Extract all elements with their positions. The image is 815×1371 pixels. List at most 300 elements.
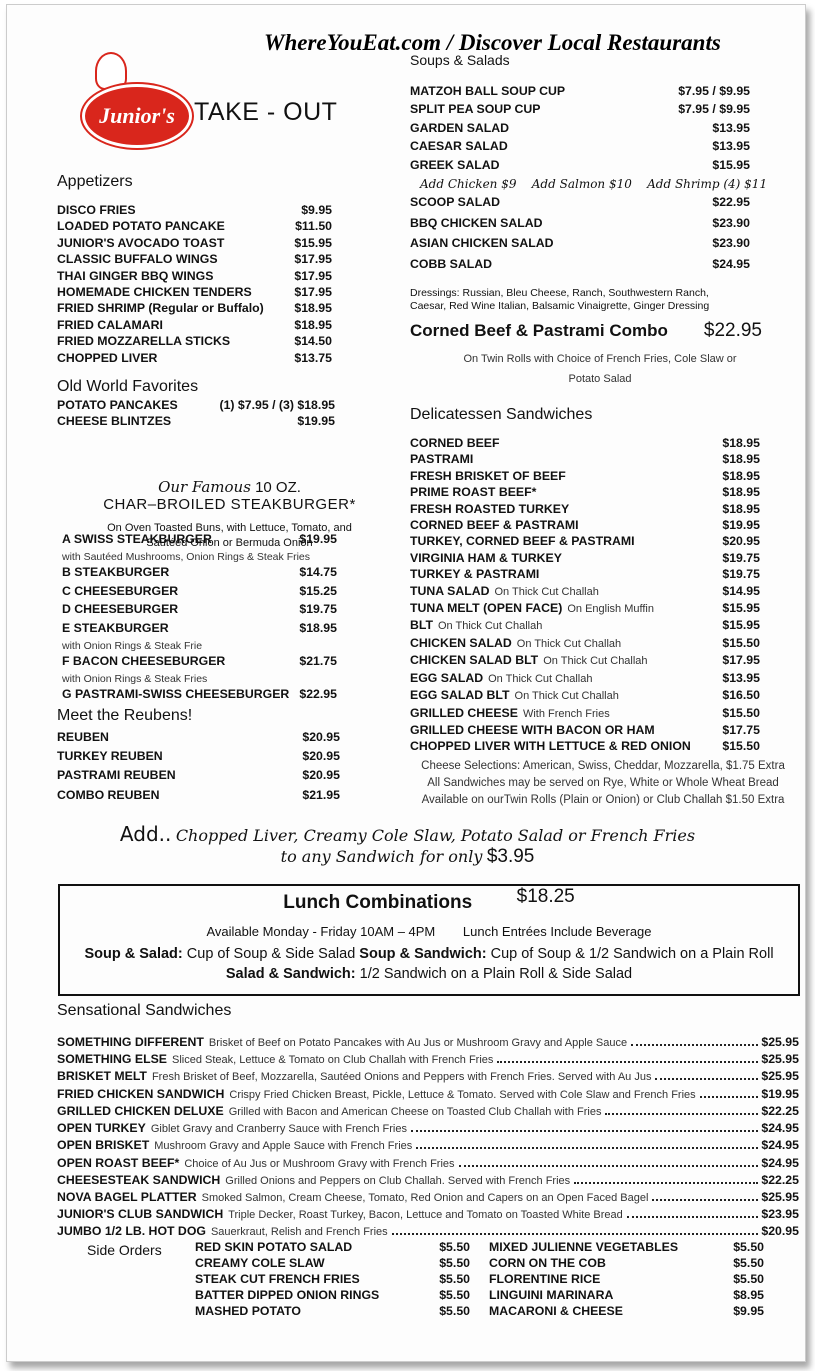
item-price: $13.75 bbox=[294, 350, 332, 365]
item-price: $25.95 bbox=[761, 1069, 799, 1084]
item-price: $5.50 bbox=[439, 1256, 470, 1271]
steakburger-desc: On Oven Toasted Buns, with Lettuce, Tomato, and Sautéed Onion or Bermuda Onion bbox=[107, 522, 352, 549]
item-name: TURKEY REUBEN bbox=[57, 749, 163, 764]
item-price: $19.75 bbox=[299, 602, 337, 617]
item-price: $17.95 bbox=[722, 653, 760, 668]
add-text-2: to any Sandwich for only bbox=[280, 847, 483, 866]
item-name: F BACON CHEESEBURGER bbox=[62, 653, 226, 668]
add-sides-promo bbox=[0, 822, 815, 868]
steakburger-size: 10 OZ. bbox=[255, 479, 301, 496]
item-description: On Thick Cut Challah bbox=[543, 655, 648, 668]
item-name: PRIME ROAST BEEF* bbox=[410, 485, 537, 500]
menu-item-row bbox=[410, 583, 760, 600]
item-name: STEAK CUT FRENCH FRIES bbox=[195, 1272, 360, 1287]
menu-item-row bbox=[489, 1239, 764, 1255]
menu-item-row bbox=[195, 1239, 470, 1255]
item-price: $5.50 bbox=[733, 1240, 764, 1254]
item-description: Crispy Fried Chicken Breast, Pickle, Lettuce & Tomato. Served with Cole Slaw and French Fries bbox=[229, 1088, 696, 1101]
item-price: $23.90 bbox=[712, 215, 750, 230]
menu-item-row bbox=[410, 101, 750, 117]
item-name: LINGUINI MARINARA bbox=[489, 1288, 614, 1303]
combo-desc-line-2: Potato Salad bbox=[568, 373, 632, 385]
menu-item-row bbox=[57, 317, 332, 333]
sides-list-2 bbox=[489, 1239, 764, 1320]
soup-salad-label: Soup & Salad: bbox=[84, 946, 183, 962]
menu-item-row bbox=[57, 350, 332, 366]
menu-item-row bbox=[410, 635, 760, 652]
dot-leader bbox=[574, 1182, 758, 1184]
item-price: $19.75 bbox=[722, 567, 760, 582]
item-name: MACARONI & CHEESE bbox=[489, 1304, 623, 1319]
item-description: Grilled with Bacon and American Cheese on Toasted Club Challah with Fries bbox=[228, 1105, 602, 1118]
menu-item-row bbox=[410, 484, 760, 500]
add-lead: Add.. bbox=[119, 822, 172, 846]
dressings-line-2: Caesar, Red Wine Italian, Balsamic Vinaigrette, Ginger Dressing bbox=[410, 299, 710, 312]
menu-item-row bbox=[62, 583, 337, 599]
dot-leader bbox=[652, 1199, 758, 1201]
item-price: $22.95 bbox=[299, 686, 337, 701]
deli-note: All Sandwiches may be served on Rye, White or Whole Wheat Bread bbox=[427, 777, 779, 789]
menu-item-row bbox=[57, 202, 332, 218]
lunch-combinations-box bbox=[58, 884, 800, 996]
menu-item-row bbox=[195, 1287, 470, 1303]
menu-item-row bbox=[57, 397, 335, 413]
item-name: TUNA SALAD bbox=[410, 583, 490, 598]
takeout-title: TAKE - OUT bbox=[194, 98, 338, 126]
item-price: $19.95 bbox=[299, 532, 337, 546]
item-price: $15.95 bbox=[722, 618, 760, 633]
item-name: B STEAKBURGER bbox=[62, 564, 170, 579]
item-name: EGG SALAD BLT bbox=[410, 688, 510, 703]
item-price: $20.95 bbox=[761, 1224, 799, 1239]
item-price: $18.95 bbox=[722, 468, 760, 483]
item-name: FRIED SHRIMP (Regular or Buffalo) bbox=[57, 301, 264, 316]
menu-item-row bbox=[489, 1287, 764, 1303]
dot-leader bbox=[627, 1216, 759, 1218]
item-price: $5.50 bbox=[439, 1304, 470, 1319]
menu-item-row bbox=[410, 120, 750, 136]
combo-item bbox=[410, 320, 762, 342]
menu-item-row bbox=[410, 501, 760, 517]
item-description: Grilled Onions and Peppers on Club Challah. Served with French Fries bbox=[225, 1174, 571, 1187]
item-price: $22.95 bbox=[712, 195, 750, 209]
lunch-title: Lunch Combinations bbox=[283, 892, 473, 913]
item-name: COBB SALAD bbox=[410, 257, 492, 272]
menu-item-row bbox=[410, 468, 760, 484]
reubens-list bbox=[57, 729, 340, 806]
item-name: OPEN BRISKET bbox=[57, 1138, 150, 1153]
menu-item-row bbox=[57, 1155, 799, 1172]
item-name: C CHEESEBURGER bbox=[62, 583, 179, 598]
item-price: $15.95 bbox=[722, 601, 760, 616]
item-name: CHOPPED LIVER WITH LETTUCE & RED ONION bbox=[410, 739, 691, 754]
item-price: $15.25 bbox=[299, 583, 337, 598]
menu-item-row bbox=[410, 533, 760, 549]
item-price: $13.95 bbox=[722, 670, 760, 685]
item-name: D CHEESEBURGER bbox=[62, 602, 179, 617]
dot-leader bbox=[416, 1147, 758, 1149]
item-name: BATTER DIPPED ONION RINGS bbox=[195, 1288, 380, 1303]
item-price: $15.95 bbox=[712, 157, 750, 172]
item-subtext: with Onion Rings & Steak Frie bbox=[62, 639, 203, 652]
menu-item-row bbox=[57, 1068, 799, 1085]
item-description: On Thick Cut Challah bbox=[488, 672, 593, 685]
item-description: On Thick Cut Challah bbox=[516, 637, 622, 650]
item-price: $18.95 bbox=[722, 485, 760, 500]
item-name: CREAMY COLE SLAW bbox=[195, 1256, 325, 1271]
item-description: Brisket of Beef on Potato Pancakes with Au Jus or Mushroom Gravy and Apple Sauce bbox=[208, 1037, 628, 1049]
item-price: $5.50 bbox=[439, 1272, 470, 1287]
item-name: BRISKET MELT bbox=[57, 1069, 147, 1084]
steakburger-list bbox=[62, 531, 337, 705]
old-world-list bbox=[57, 397, 335, 430]
deli-note: Cheese Selections: American, Swiss, Cheddar, Mozzarella, $1.75 Extra bbox=[421, 760, 785, 772]
menu-item-row bbox=[410, 435, 760, 451]
deli-heading: Delicatessen Sandwiches bbox=[410, 406, 593, 423]
item-price: $15.95 bbox=[294, 235, 332, 250]
item-name: DISCO FRIES bbox=[57, 203, 136, 217]
dot-leader bbox=[392, 1233, 759, 1235]
add-price: $3.95 bbox=[486, 846, 535, 867]
item-price: $18.95 bbox=[722, 501, 760, 516]
menu-item-row bbox=[410, 652, 760, 669]
item-name: MATZOH BALL SOUP CUP bbox=[410, 84, 566, 98]
menu-item-row bbox=[57, 767, 340, 783]
lunch-hours-row bbox=[60, 924, 798, 939]
menu-item-row bbox=[62, 620, 337, 636]
item-name: JUNIOR'S CLUB SANDWICH bbox=[57, 1207, 224, 1222]
item-name: CORNED BEEF & PASTRAMI bbox=[410, 518, 579, 533]
menu-item-row bbox=[57, 1034, 799, 1051]
menu-item-row bbox=[410, 687, 760, 704]
menu-item-row bbox=[62, 564, 337, 580]
item-price: $24.95 bbox=[761, 1121, 799, 1136]
menu-item-row bbox=[410, 566, 760, 582]
item-subtext: with Sautéed Mushrooms, Onion Rings & Steak Fries bbox=[62, 550, 311, 563]
deli-list bbox=[410, 435, 760, 755]
item-name: OPEN TURKEY bbox=[57, 1121, 146, 1136]
menu-item-row bbox=[410, 738, 760, 754]
item-name: JUNIOR'S AVOCADO TOAST bbox=[57, 235, 225, 250]
menu-item-row bbox=[489, 1271, 764, 1287]
item-price: $24.95 bbox=[761, 1155, 799, 1170]
item-price: $17.95 bbox=[294, 252, 332, 267]
item-price: $25.95 bbox=[761, 1052, 799, 1067]
dot-leader bbox=[605, 1113, 758, 1115]
item-name: BBQ CHICKEN SALAD bbox=[410, 215, 543, 230]
item-name: TURKEY, CORNED BEEF & PASTRAMI bbox=[410, 534, 635, 549]
item-price: $16.50 bbox=[722, 688, 760, 703]
item-description: On Thick Cut Challah bbox=[514, 690, 619, 703]
item-price: $15.50 bbox=[722, 635, 760, 650]
item-price: $23.95 bbox=[761, 1207, 799, 1222]
item-name: BLT bbox=[410, 618, 433, 633]
item-price: $25.95 bbox=[761, 1035, 799, 1049]
item-name: PASTRAMI bbox=[410, 452, 474, 467]
item-name: CHOPPED LIVER bbox=[57, 350, 158, 365]
juniors-logo bbox=[82, 84, 192, 148]
item-name: CLASSIC BUFFALO WINGS bbox=[57, 252, 218, 267]
soup-salad-desc: Cup of Soup & Side Salad bbox=[186, 946, 356, 962]
item-name: CORN ON THE COB bbox=[489, 1256, 606, 1271]
menu-item-row bbox=[62, 653, 337, 669]
salad-sandwich-desc: 1/2 Sandwich on a Plain Roll & Side Salad bbox=[359, 966, 633, 982]
menu-item-row bbox=[410, 83, 750, 99]
item-price: $15.50 bbox=[722, 705, 760, 720]
menu-item-row bbox=[489, 1255, 764, 1271]
item-name: FRIED CHICKEN SANDWICH bbox=[57, 1086, 225, 1101]
item-description: Smoked Salmon, Cream Cheese, Tomato, Red Onion and Capers on an Open Faced Bagel bbox=[201, 1191, 649, 1204]
combo-name: Corned Beef & Pastrami Combo bbox=[410, 321, 668, 340]
item-name: FRESH BRISKET OF BEEF bbox=[410, 468, 566, 483]
menu-item-row bbox=[410, 235, 750, 251]
logo-text: Junior's bbox=[99, 103, 175, 128]
item-price: $17.75 bbox=[722, 722, 760, 737]
item-price: $19.95 bbox=[722, 518, 760, 533]
item-description: Choice of Au Jus or Mushroom Gravy with French Fries bbox=[184, 1157, 455, 1170]
item-name: REUBEN bbox=[57, 730, 109, 744]
lunch-hours: Available Monday - Friday 10AM – 4PM bbox=[206, 924, 436, 939]
sides-heading: Side Orders bbox=[87, 1242, 162, 1258]
item-name: G PASTRAMI-SWISS CHEESEBURGER bbox=[62, 686, 290, 701]
item-price: $19.95 bbox=[297, 414, 335, 429]
appetizers-heading: Appetizers bbox=[57, 173, 133, 190]
item-price: $23.90 bbox=[712, 236, 750, 251]
item-description: Sliced Steak, Lettuce & Tomato on Club Challah with French Fries bbox=[172, 1054, 494, 1067]
menu-item-row bbox=[57, 300, 332, 316]
add-text: Chopped Liver, Creamy Cole Slaw, Potato Salad or French Fries bbox=[175, 826, 696, 845]
menu-item-row bbox=[57, 413, 335, 429]
item-description: On English Muffin bbox=[567, 603, 654, 616]
menu-item-row bbox=[57, 235, 332, 251]
item-name: COMBO REUBEN bbox=[57, 787, 160, 802]
item-price: $20.95 bbox=[302, 730, 340, 744]
soup-sandwich-desc: Cup of Soup & 1/2 Sandwich on a Plain Roll bbox=[490, 946, 774, 962]
item-name: OPEN ROAST BEEF* bbox=[57, 1155, 180, 1170]
dressings-line-1: Dressings: Russian, Bleu Cheese, Ranch, Southwestern Ranch, bbox=[410, 287, 709, 299]
dot-leader bbox=[631, 1044, 758, 1046]
item-name: SPLIT PEA SOUP CUP bbox=[410, 102, 541, 117]
item-name: EGG SALAD bbox=[410, 670, 484, 685]
menu-item-row bbox=[410, 194, 750, 210]
item-name: POTATO PANCAKES bbox=[57, 398, 178, 412]
menu-item-row bbox=[57, 729, 340, 745]
site-watermark: WhereYouEat.com / Discover Local Restaurants bbox=[264, 30, 721, 55]
item-price: $5.50 bbox=[439, 1240, 470, 1254]
sensational-list bbox=[57, 1034, 799, 1241]
item-name: CAESAR SALAD bbox=[410, 139, 508, 154]
combo-price: $22.95 bbox=[703, 320, 762, 341]
deli-notes bbox=[408, 758, 798, 809]
item-price: $5.50 bbox=[733, 1272, 764, 1287]
menu-item-row bbox=[410, 138, 750, 154]
menu-item-row bbox=[195, 1255, 470, 1271]
lunch-beverage: Lunch Entrées Include Beverage bbox=[462, 924, 652, 939]
item-price: $9.95 bbox=[733, 1304, 764, 1319]
menu-item-row bbox=[410, 617, 760, 634]
menu-item-row bbox=[410, 157, 750, 173]
item-price: $5.50 bbox=[733, 1256, 764, 1271]
item-price: $18.95 bbox=[294, 317, 332, 332]
dot-leader bbox=[497, 1061, 758, 1063]
old-world-heading: Old World Favorites bbox=[57, 378, 199, 395]
item-name: MASHED POTATO bbox=[195, 1304, 301, 1319]
menu-item-row bbox=[57, 1189, 799, 1206]
menu-item-row bbox=[410, 550, 760, 566]
item-description: With French Fries bbox=[522, 707, 610, 720]
item-price: $25.95 bbox=[761, 1189, 799, 1204]
item-price: $8.95 bbox=[733, 1288, 764, 1303]
item-name: FRIED CALAMARI bbox=[57, 317, 163, 332]
menu-item-row bbox=[410, 517, 760, 533]
item-name: FRESH ROASTED TURKEY bbox=[410, 501, 570, 516]
item-name: FLORENTINE RICE bbox=[489, 1272, 601, 1287]
item-price: $18.95 bbox=[299, 621, 337, 636]
steakburger-tagline: Our Famous bbox=[158, 478, 251, 496]
item-name: TURKEY & PASTRAMI bbox=[410, 567, 540, 582]
soup-sandwich-label: Soup & Sandwich: bbox=[359, 946, 487, 962]
appetizers-list bbox=[57, 202, 332, 366]
item-name: THAI GINGER BBQ WINGS bbox=[57, 268, 214, 283]
item-price: $9.95 bbox=[301, 203, 332, 217]
menu-item-row bbox=[410, 705, 760, 722]
lunch-options-row bbox=[64, 946, 794, 962]
item-name: CHEESE BLINTZES bbox=[57, 414, 172, 429]
salad-sandwich-label: Salad & Sandwich: bbox=[225, 966, 356, 982]
menu-item-row bbox=[57, 1172, 799, 1189]
reubens-heading: Meet the Reubens! bbox=[57, 707, 193, 724]
item-name: GRILLED CHEESE bbox=[410, 705, 518, 720]
combo-desc-line-1: On Twin Rolls with Choice of French Fries, Cole Slaw or bbox=[463, 353, 737, 365]
item-name: NOVA BAGEL PLATTER bbox=[57, 1189, 197, 1204]
item-price: $18.95 bbox=[722, 452, 760, 467]
menu-item-row bbox=[57, 218, 332, 234]
menu-item-row bbox=[489, 1303, 764, 1319]
menu-item-row bbox=[57, 1051, 799, 1068]
sides-list-1 bbox=[195, 1239, 470, 1320]
menu-item-row bbox=[62, 531, 337, 547]
item-price: $11.50 bbox=[295, 219, 332, 234]
menu-item-row bbox=[410, 256, 750, 272]
item-name: ASIAN CHICKEN SALAD bbox=[410, 236, 554, 251]
menu-item-row bbox=[57, 333, 332, 349]
item-price: (1) $7.95 / (3) $18.95 bbox=[219, 398, 335, 412]
item-price: $14.95 bbox=[722, 583, 760, 598]
item-name: GARDEN SALAD bbox=[410, 120, 510, 135]
dot-leader bbox=[700, 1096, 759, 1098]
menu-item-row bbox=[62, 601, 337, 617]
item-description: Triple Decker, Roast Turkey, Bacon, Lettuce and Tomato on Toasted White Bread bbox=[228, 1209, 623, 1222]
item-price: $7.95 / $9.95 bbox=[678, 84, 750, 98]
item-name: GREEK SALAD bbox=[410, 157, 500, 172]
item-price: $20.95 bbox=[302, 768, 340, 783]
item-name: HOMEMADE CHICKEN TENDERS bbox=[57, 285, 252, 300]
item-price: $19.75 bbox=[722, 550, 760, 565]
item-price: $13.95 bbox=[712, 120, 750, 135]
item-description: Fresh Brisket of Beef, Mozzarella, Sautéed Onions and Peppers with French Fries. Served with Au Jus bbox=[151, 1071, 652, 1084]
menu-item-row bbox=[57, 787, 340, 803]
salads-list bbox=[410, 194, 750, 277]
lunch-title-row bbox=[60, 886, 798, 914]
item-name: GRILLED CHICKEN DELUXE bbox=[57, 1103, 224, 1118]
item-name: CHEESESTEAK SANDWICH bbox=[57, 1172, 221, 1187]
soups-heading: Soups & Salads bbox=[410, 52, 510, 68]
item-subtext: with Onion Rings & Steak Fries bbox=[62, 672, 208, 685]
item-name: CHICKEN SALAD BLT bbox=[410, 653, 539, 668]
dressings-note bbox=[410, 287, 709, 312]
menu-item-row bbox=[57, 1137, 799, 1154]
item-name: SOMETHING ELSE bbox=[57, 1052, 167, 1067]
item-description: Sauerkraut, Relish and French Fries bbox=[210, 1226, 388, 1239]
menu-item-row bbox=[195, 1271, 470, 1287]
item-price: $7.95 / $9.95 bbox=[678, 102, 750, 117]
menu-item-row bbox=[410, 451, 760, 467]
deli-note: Available on ourTwin Rolls (Plain or Onion) or Club Challah $1.50 Extra bbox=[421, 794, 785, 806]
item-name: TUNA MELT (OPEN FACE) bbox=[410, 601, 563, 616]
item-name: SCOOP SALAD bbox=[410, 195, 500, 209]
menu-item-row bbox=[62, 686, 337, 702]
item-price: $24.95 bbox=[761, 1138, 799, 1153]
item-name: LOADED POTATO PANCAKE bbox=[57, 219, 225, 234]
item-name: SOMETHING DIFFERENT bbox=[57, 1035, 204, 1049]
item-name: PASTRAMI REUBEN bbox=[57, 768, 176, 783]
sensational-heading: Sensational Sandwiches bbox=[57, 1002, 232, 1019]
item-price: $17.95 bbox=[294, 285, 332, 300]
item-description: On Thick Cut Challah bbox=[438, 620, 543, 633]
menu-item-row bbox=[410, 600, 760, 617]
item-price: $13.95 bbox=[712, 139, 750, 154]
menu-item-row bbox=[195, 1303, 470, 1319]
item-price: $19.95 bbox=[761, 1086, 799, 1101]
item-price: $22.25 bbox=[761, 1103, 799, 1118]
menu-item-row bbox=[57, 748, 340, 764]
item-name: A SWISS STEAKBURGER bbox=[62, 532, 212, 546]
item-price: $5.50 bbox=[439, 1288, 470, 1303]
item-description: Giblet Gravy and Cranberry Sauce with French Fries bbox=[150, 1123, 407, 1136]
dot-leader bbox=[655, 1078, 758, 1080]
item-description: On Thick Cut Challah bbox=[494, 585, 599, 598]
item-price: $15.50 bbox=[722, 739, 760, 754]
item-name: RED SKIN POTATO SALAD bbox=[195, 1240, 353, 1254]
item-price: $21.75 bbox=[299, 653, 337, 668]
item-name: CHICKEN SALAD bbox=[410, 635, 512, 650]
item-price: $17.95 bbox=[294, 268, 332, 283]
dot-leader bbox=[411, 1130, 758, 1132]
item-name: VIRGINIA HAM & TURKEY bbox=[410, 550, 562, 565]
lunch-price: $18.25 bbox=[516, 886, 575, 907]
item-name: E STEAKBURGER bbox=[62, 621, 169, 636]
item-price: $14.75 bbox=[299, 564, 337, 579]
steakburger-title: CHAR–BROILED STEAKBURGER* bbox=[103, 496, 356, 513]
menu-item-row bbox=[410, 722, 760, 738]
lunch-options-row-2 bbox=[60, 966, 798, 982]
combo-desc bbox=[410, 349, 790, 389]
item-price: $21.95 bbox=[302, 787, 340, 802]
menu-item-row bbox=[57, 1103, 799, 1120]
menu-item-row bbox=[57, 251, 332, 267]
item-price: $20.95 bbox=[302, 749, 340, 764]
dot-leader bbox=[459, 1165, 759, 1167]
item-name: MIXED JULIENNE VEGETABLES bbox=[489, 1240, 679, 1254]
item-price: $18.95 bbox=[294, 301, 332, 316]
item-price: $18.95 bbox=[722, 436, 760, 450]
item-name: FRIED MOZZARELLA STICKS bbox=[57, 334, 231, 349]
salad-addons: Add Chicken $9 Add Salmon $10 Add Shrimp (4) $11 bbox=[420, 177, 768, 191]
item-description: Mushroom Gravy and Apple Sauce with French Fries bbox=[154, 1140, 413, 1153]
item-price: $24.95 bbox=[712, 257, 750, 272]
item-price: $22.25 bbox=[761, 1172, 799, 1187]
item-name: CORNED BEEF bbox=[410, 436, 500, 450]
